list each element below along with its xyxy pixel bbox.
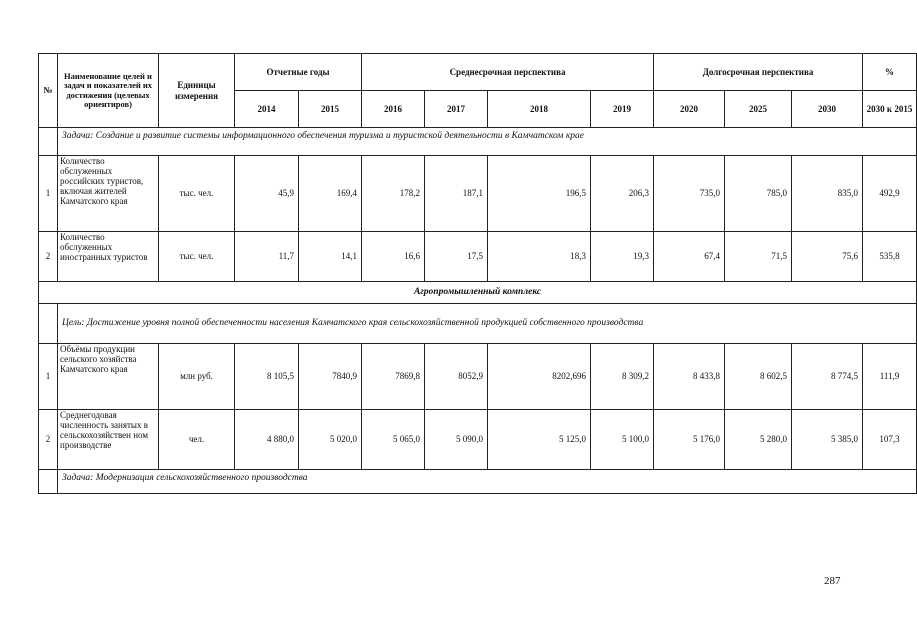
task-row	[39, 470, 917, 494]
row-value: 5 065,0	[362, 410, 425, 470]
row-value: 4 880,0	[235, 410, 299, 470]
row-value: 8052,9	[425, 344, 488, 410]
header-percent-sub: 2030 к 2015	[863, 91, 917, 128]
header-year: 2018	[488, 91, 591, 128]
header-group-percent: %	[863, 54, 917, 91]
row-percent: 107,3	[863, 410, 917, 470]
row-percent: 111,9	[863, 344, 917, 410]
row-percent: 492,9	[863, 156, 917, 232]
row-value: 5 176,0	[654, 410, 725, 470]
table-body	[39, 128, 917, 494]
table-row	[39, 156, 917, 232]
table-row	[39, 410, 917, 470]
row-value: 5 090,0	[425, 410, 488, 470]
header-group-medium-term: Среднесрочная перспектива	[362, 54, 654, 91]
row-indicator-name: Количество обслуженных иностранных туристов	[58, 232, 159, 282]
header-units: Единицы измерения	[159, 54, 235, 128]
row-number: 1	[39, 344, 58, 410]
header-year: 2020	[654, 91, 725, 128]
header-year: 2014	[235, 91, 299, 128]
task-row	[39, 128, 917, 156]
row-value: 8 105,5	[235, 344, 299, 410]
row-value: 5 280,0	[725, 410, 792, 470]
indicators-table	[38, 53, 917, 494]
page-number: 287	[824, 575, 841, 587]
header-year: 2016	[362, 91, 425, 128]
row-unit: тыс. чел.	[159, 156, 235, 232]
row-value: 7840,9	[299, 344, 362, 410]
row-value: 187,1	[425, 156, 488, 232]
row-unit: чел.	[159, 410, 235, 470]
row-value: 5 385,0	[792, 410, 863, 470]
table-row	[39, 344, 917, 410]
row-value: 18,3	[488, 232, 591, 282]
row-value: 8 774,5	[792, 344, 863, 410]
table-row	[39, 232, 917, 282]
row-value: 8 602,5	[725, 344, 792, 410]
row-value: 7869,8	[362, 344, 425, 410]
header-group-long-term: Долгосрочная перспектива	[654, 54, 863, 91]
row-value: 5 125,0	[488, 410, 591, 470]
row-number: 1	[39, 156, 58, 232]
row-value: 75,6	[792, 232, 863, 282]
header-number: №	[39, 54, 58, 128]
section-title: Агропромышленный комплекс	[39, 282, 917, 304]
row-number-empty	[39, 128, 58, 156]
row-value: 835,0	[792, 156, 863, 232]
header-year: 2030	[792, 91, 863, 128]
header-row-groups	[39, 54, 917, 91]
row-value: 14,1	[299, 232, 362, 282]
task-text: Задача: Создание и развитие системы информационного обеспечения туризма и туристской деятельности в Камчатском крае	[58, 128, 917, 156]
row-number-empty	[39, 470, 58, 494]
row-value: 8 309,2	[591, 344, 654, 410]
row-value: 5 020,0	[299, 410, 362, 470]
row-number: 2	[39, 232, 58, 282]
header-year: 2015	[299, 91, 362, 128]
row-value: 11,7	[235, 232, 299, 282]
header-indicator: Наименование целей и задач и показателей их достижения (целевых ориентиров)	[58, 54, 159, 128]
row-value: 17,5	[425, 232, 488, 282]
row-number: 2	[39, 410, 58, 470]
row-value: 5 100,0	[591, 410, 654, 470]
row-number-empty	[39, 304, 58, 344]
row-value: 19,3	[591, 232, 654, 282]
row-value: 71,5	[725, 232, 792, 282]
section-row	[39, 282, 917, 304]
row-unit: тыс. чел.	[159, 232, 235, 282]
row-value: 8 433,8	[654, 344, 725, 410]
goal-row	[39, 304, 917, 344]
row-value: 196,5	[488, 156, 591, 232]
row-indicator-name: Объёмы продукции сельского хозяйства Камчатского края	[58, 344, 159, 410]
header-year: 2025	[725, 91, 792, 128]
row-value: 206,3	[591, 156, 654, 232]
row-value: 67,4	[654, 232, 725, 282]
row-indicator-name: Среднегодовая численность занятых в сельскохозяйствен ном производстве	[58, 410, 159, 470]
row-value: 169,4	[299, 156, 362, 232]
header-group-reporting: Отчетные годы	[235, 54, 362, 91]
row-indicator-name: Количество обслуженных российских туристов, включая жителей Камчатского края	[58, 156, 159, 232]
row-value: 45,9	[235, 156, 299, 232]
table-header	[39, 54, 917, 128]
header-year: 2019	[591, 91, 654, 128]
row-percent: 535,8	[863, 232, 917, 282]
task-text: Задача: Модернизация сельскохозяйственного производства	[58, 470, 917, 494]
row-value: 178,2	[362, 156, 425, 232]
goal-text: Цель: Достижение уровня полной обеспеченности населения Камчатского края сельскохозяйственной продукцией собственного производства	[58, 304, 917, 344]
header-year: 2017	[425, 91, 488, 128]
row-value: 785,0	[725, 156, 792, 232]
row-value: 16,6	[362, 232, 425, 282]
row-unit: млн руб.	[159, 344, 235, 410]
row-value: 735,0	[654, 156, 725, 232]
row-value: 8202,696	[488, 344, 591, 410]
